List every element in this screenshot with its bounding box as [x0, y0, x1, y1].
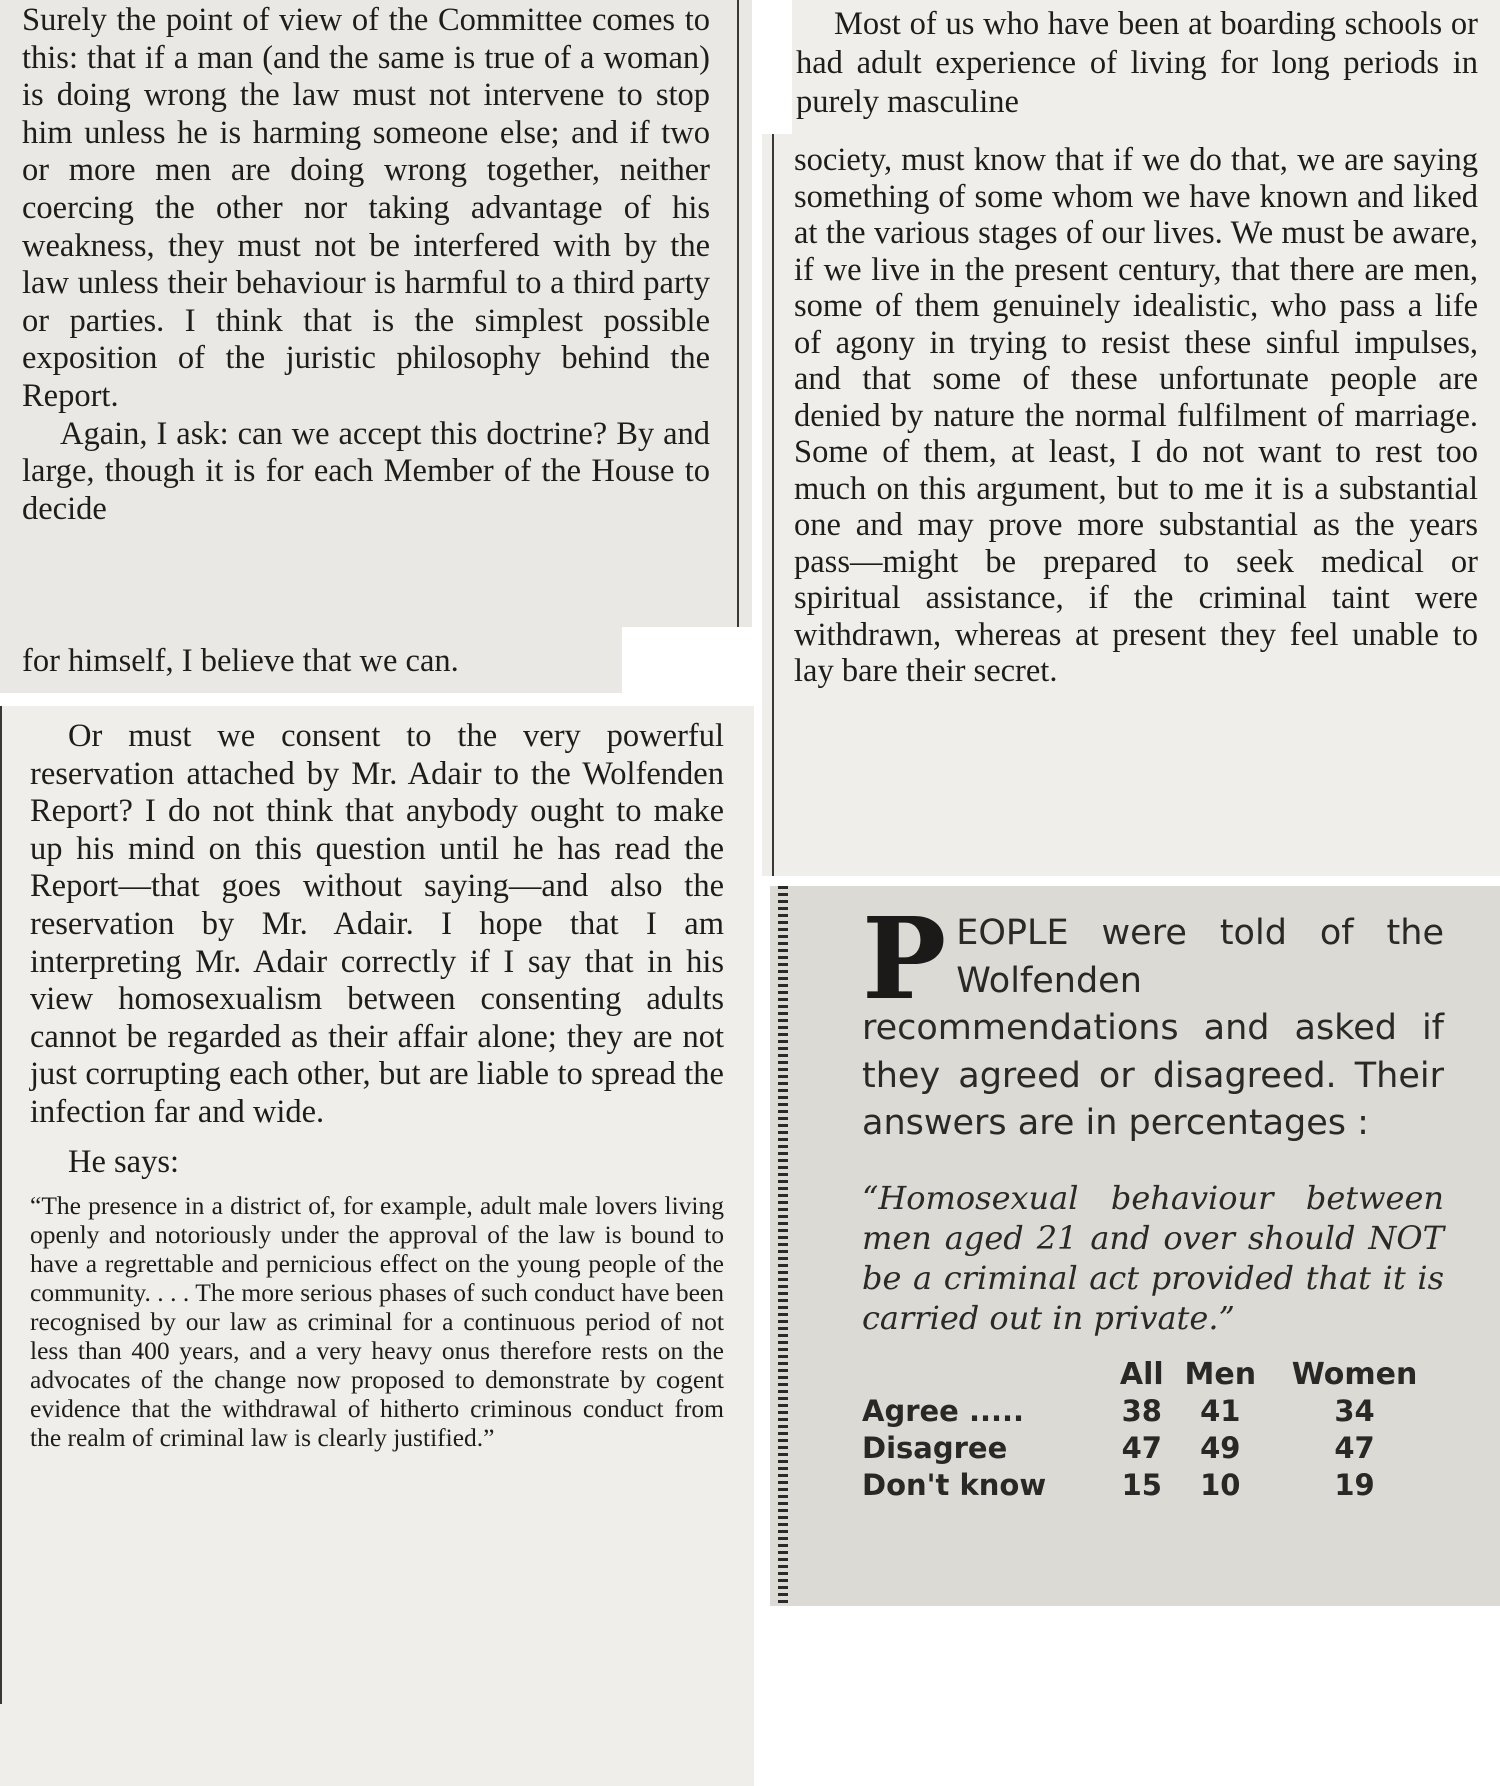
column-rule	[772, 134, 774, 876]
column-header: Men	[1184, 1356, 1257, 1392]
table-row	[862, 1393, 1440, 1430]
quoted-reservation: “The presence in a district of, for example, adult male lovers living openly and notoriously under the approval of the law is bound to have a regrettable and pernicious effect on the young people of the community. . . . The more serious phases of such conduct have been recognised by our law as criminal for a continuous period of not less than 400 years, and a very heavy onus therefore rests on the advocates of the change now proposed to demonstrate by cogent evidence that the withdrawal of hitherto criminous conduct from the realm of criminal law is clearly justified.”	[30, 1191, 724, 1453]
cell-value: 47	[1121, 1430, 1162, 1465]
column-rule	[0, 706, 2, 1704]
drop-cap: P	[862, 894, 947, 1025]
poll-intro: EOPLE were told of the Wolfenden recommendations and asked if they agreed or disagreed. Their answers are in percentages :	[862, 913, 1444, 1143]
right-middle-clipping	[762, 134, 1500, 876]
cell-value: 10	[1200, 1467, 1241, 1502]
cell-value: 15	[1121, 1467, 1162, 1502]
table-row	[862, 1467, 1440, 1504]
body-paragraph-end: for himself, I believe that we can.	[22, 643, 459, 679]
he-says-line: He says:	[68, 1143, 180, 1180]
cell-value: 41	[1200, 1393, 1241, 1428]
body-paragraph: Again, I ask: can we accept this doctrine? By and large, though it is for each Member of the House to decide	[22, 415, 710, 527]
cell-value: 47	[1334, 1430, 1375, 1465]
newspaper-poll-clipping	[770, 886, 1500, 1606]
row-label: Disagree	[862, 1430, 1008, 1465]
right-top-clipping	[792, 0, 1500, 134]
perforated-edge	[778, 886, 788, 1606]
left-top-continuation	[0, 627, 622, 693]
body-paragraph: society, must know that if we do that, we are saying something of some whom we have known and liked at the various stages of our lives. We must be aware, if we live in the present century, that there are men, some of them genuinely idealistic, who pass a life of agony in trying to resist these sinful impulses, and that some of these unfortunate people are denied by nature the normal fulfilment of marriage. Some of them, at least, I do not want to rest too much on this argument, but to me it is a substantial one and may prove more substantial as the years pass—might be prepared to seek medical or spiritual assistance, if the criminal taint were withdrawn, whereas at present they feel unable to lay bare their secret.	[794, 142, 1478, 689]
row-label: Agree .....	[862, 1393, 1025, 1428]
cell-value: 49	[1200, 1430, 1241, 1465]
left-bottom-clipping	[0, 706, 754, 1786]
column-header: Women	[1291, 1356, 1418, 1392]
cell-value: 19	[1334, 1467, 1375, 1502]
column-header: All	[1119, 1356, 1164, 1392]
table-header-row	[862, 1356, 1440, 1393]
table-row	[862, 1430, 1440, 1467]
cell-value: 38	[1121, 1393, 1162, 1428]
row-label: Don't know	[862, 1467, 1047, 1502]
cell-value: 34	[1334, 1393, 1375, 1428]
poll-results-table	[862, 1356, 1440, 1504]
column-rule	[737, 0, 739, 627]
body-paragraph: Surely the point of view of the Committee comes to this: that if a man (and the same is true of a woman) is doing wrong the law must not intervene to stop him unless he is harming someone else; and if two or more men are doing wrong together, neither coercing the other nor taking advantage of his weakness, they must not be interfered with by the law unless their behaviour is harmful to a third party or parties. I think that is the simplest possible exposition of the juristic philosophy behind the Report.	[22, 2, 710, 414]
poll-statement: “Homosexual behaviour between men aged 21 and over should NOT be a criminal act provided that it is carried out in private.”	[862, 1178, 1444, 1337]
left-top-clipping	[0, 0, 752, 627]
body-paragraph: Or must we consent to the very powerful reservation attached by Mr. Adair to the Wolfenden Report? I do not think that anybody ought to make up his mind on this question until he has read the Report—that goes without saying—and also the reservation by Mr. Adair. I hope that I am interpreting Mr. Adair correctly if I say that in his view homosexualism between consenting adults cannot be regarded as their affair alone; they are not just corrupting each other, but are liable to spread the infection far and wide.	[30, 718, 724, 1130]
body-paragraph: Most of us who have been at boarding schools or had adult experience of living for long periods in purely masculine	[796, 6, 1478, 120]
